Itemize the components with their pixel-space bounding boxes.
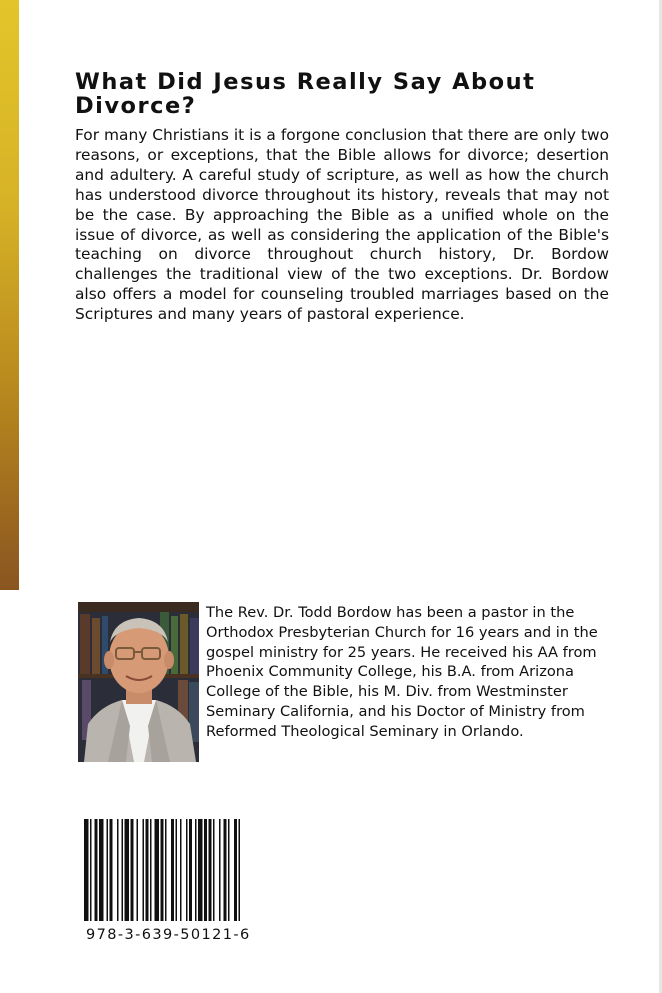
author-bio: The Rev. Dr. Todd Bordow has been a pastor in the Orthodox Presbyterian Church for 16 years and in the gospel ministry for 25 years. He received his AA from Phoenix Community College, his B.A. from Arizona College of the Bible, his M. Div. from Westminster Seminary California, and his Doctor of Ministry from Reformed Theological Seminary in Orlando.: [206, 604, 598, 740]
author-photo: [78, 602, 199, 762]
book-title: What Did Jesus Really Say About Divorce?: [75, 69, 536, 119]
isbn-barcode: [84, 819, 278, 921]
isbn-number: 978-3-639-50121-6: [86, 927, 251, 943]
book-description: For many Christians it is a forgone conclusion that there are only two reasons, or exceptions, that the Bible allows for divorce; desertion and adultery. A careful study of scripture, as well as how the church has understood divorce throughout its history, reveals that may not be the case. By approaching the Bible as a unified whole on the issue of divorce, as well as considering the application of the Bible's teaching on divorce throughout church history, Dr. Bordow challenges the traditional view of the two exceptions. Dr. Bordow also offers a model for counseling troubled marriages based on the Scriptures and many years of pastoral experience.: [75, 126, 609, 324]
spine-color-bar: [0, 0, 19, 590]
